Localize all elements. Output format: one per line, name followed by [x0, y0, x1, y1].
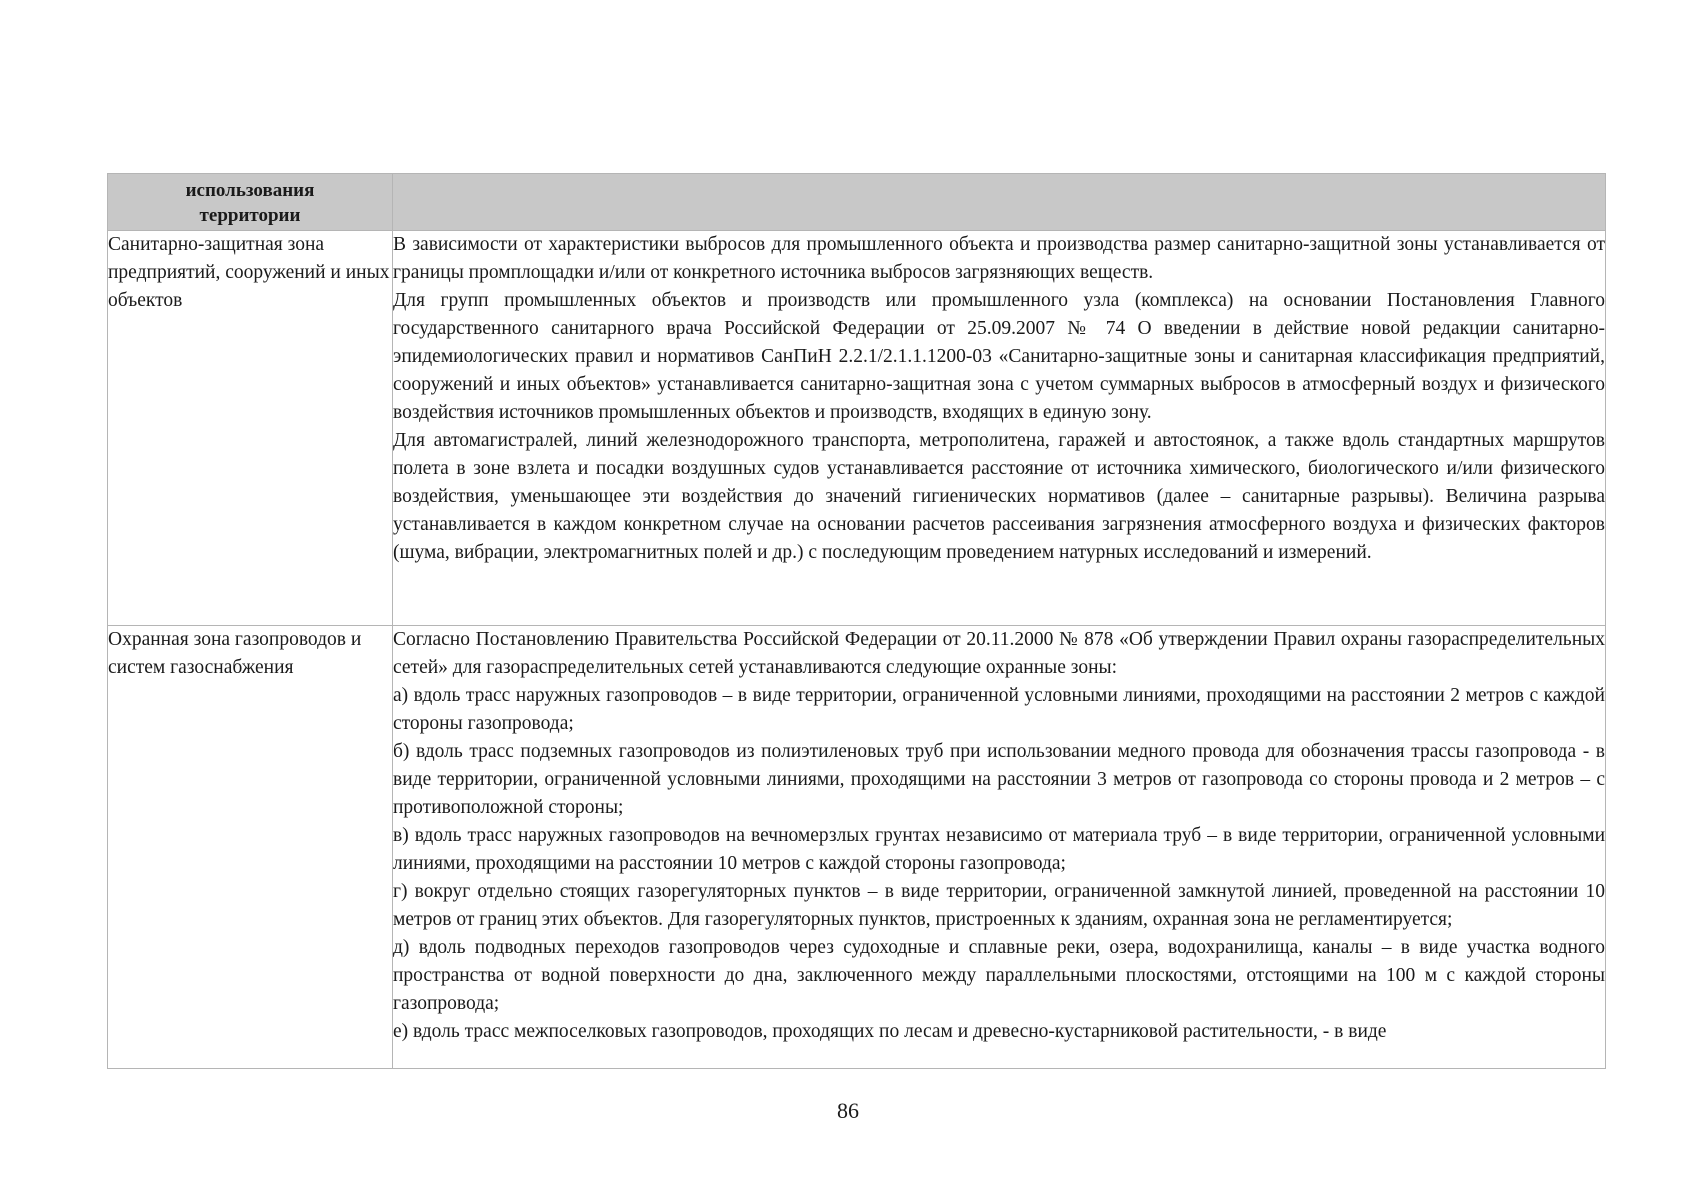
table-header-row: [108, 174, 1606, 231]
paragraph: а) вдоль трасс наружных газопроводов – в виде территории, ограниченной условными линиями, проходящими на расстоянии 2 метров с каждой стороны газопровода;: [393, 685, 1605, 734]
page-number: 86: [837, 1098, 859, 1123]
header-label: [108, 174, 392, 228]
header-label-line1: использования: [185, 180, 315, 201]
regulation-table: [107, 173, 1606, 1069]
paragraph: Согласно Постановлению Правительства Российской Федерации от 20.11.2000 № 878 «Об утверждении Правил охраны газораспределительных сетей» для газораспределительных сетей устанавливаются следующие охранные зоны:: [393, 629, 1605, 678]
header-cell-left: [108, 174, 393, 231]
paragraph: г) вокруг отдельно стоящих газорегуляторных пунктов – в виде территории, ограниченной замкнутой линией, проведенной на расстоянии 10 метров от границ этих объектов. Для газорегуляторных пунктов, пристроенных к зданиям, охранная зона не регламентируется;: [393, 881, 1605, 930]
paragraph: е) вдоль трасс межпоселковых газопроводов, проходящих по лесам и древесно-кустарниковой растительности, - в виде: [393, 1021, 1387, 1042]
zone-name-cell: Санитарно-защитная зона предприятий, сооружений и иных объектов: [108, 231, 393, 626]
header-label-line2: территории: [199, 205, 301, 226]
paragraph: Для групп промышленных объектов и производств или промышленного узла (комплекса) на основании Постановления Главного государственного санитарного врача Российской Федерации от 25.09.2007 № 74 О введении в действие новой редакции санитарно-эпидемиологических правил и нормативов СанПиН 2.2.1/2.1.1.1200-03 «Санитарно-защитные зоны и санитарная классификация предприятий, сооружений и иных объектов» устанавливается санитарно-защитная зона с учетом суммарных выбросов в атмосферный воздух и физического воздействия источников промышленных объектов и производств, входящих в единую зону.: [393, 290, 1605, 423]
paragraph: В зависимости от характеристики выбросов для промышленного объекта и производства размер санитарно-защитной зоны устанавливается от границы промплощадки и/или от конкретного источника выбросов загрязняющих веществ.: [393, 234, 1605, 283]
paragraph: б) вдоль трасс подземных газопроводов из полиэтиленовых труб при использовании медного провода для обозначения трассы газопровода - в виде территории, ограниченной условными линиями, проходящими на расстоянии 3 метров от газопровода со стороны провода и 2 метров – с противоположной стороны;: [393, 741, 1605, 818]
zone-description-cell: [393, 626, 1606, 1069]
zone-name-cell: Охранная зона газопроводов и систем газоснабжения: [108, 626, 393, 1069]
table-row: [108, 626, 1606, 1069]
paragraph: в) вдоль трасс наружных газопроводов на вечномерзлых грунтах независимо от материала труб – в виде территории, ограниченной условными линиями, проходящими на расстоянии 10 метров с каждой стороны газопровода;: [393, 825, 1605, 874]
paragraph: Для автомагистралей, линий железнодорожного транспорта, метрополитена, гаражей и автостоянок, а также вдоль стандартных маршрутов полета в зоне взлета и посадки воздушных судов устанавливается расстояние от источника химического, биологического и/или физического воздействия, уменьшающее эти воздействия до значений гигиенических нормативов (далее – санитарные разрывы). Величина разрыва устанавливается в каждом конкретном случае на основании расчетов рассеивания загрязнения атмосферного воздуха и физических факторов (шума, вибрации, электромагнитных полей и др.) с последующим проведением натурных исследований и измерений.: [393, 430, 1605, 563]
paragraph: д) вдоль подводных переходов газопроводов через судоходные и сплавные реки, озера, водохранилища, каналы – в виде участка водного пространства от водной поверхности до дна, заключенного между параллельными плоскостями, отстоящими на 100 м с каждой стороны газопровода;: [393, 937, 1605, 1014]
header-cell-right: [393, 174, 1606, 231]
table-row: [108, 231, 1606, 626]
zone-description-cell: [393, 231, 1606, 626]
